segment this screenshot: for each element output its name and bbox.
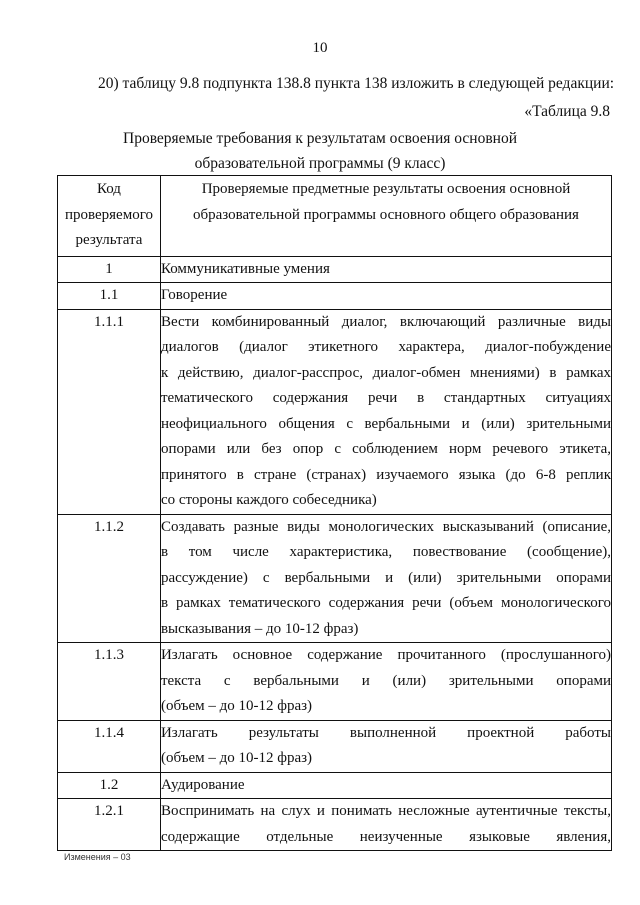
requirements-table-body: [58, 176, 612, 851]
result-text-line: рассуждение) с вербальными и (или) зрительными опорами: [160, 569, 611, 586]
result-code-cell: 1.2.1: [58, 799, 161, 851]
result-text-line: Говорение: [160, 287, 228, 303]
header-code-line: Код: [96, 181, 121, 197]
result-content-cell: [160, 283, 611, 310]
result-text-line: в том числе характеристика, повествование (сообщение),: [160, 544, 611, 560]
table-row: [58, 720, 612, 772]
result-code-cell: 1: [58, 256, 161, 283]
table-title: [0, 126, 640, 176]
result-content-cell: [160, 720, 611, 772]
result-text-line: Излагать основное содержание прочитанного (прослушанного): [160, 647, 611, 663]
header-code-cell: [58, 176, 161, 257]
amendment-intro-text: 20) таблицу 9.8 подпункта 138.8 пункта 138 изложить в следующей редакции:: [98, 75, 615, 92]
header-content-cell: [160, 176, 611, 257]
result-text-line: тематического содержания речи в стандартных ситуациях: [160, 390, 611, 406]
table-row: [58, 514, 612, 643]
result-text-line: к действию, диалог-расспрос, диалог-обмен мнениями) в рамках: [160, 364, 611, 381]
result-text-line: диалогов (диалог этикетного характера, диалог-побуждение: [160, 339, 611, 355]
result-content-cell: [160, 799, 611, 851]
result-text-line: Аудирование: [160, 776, 245, 793]
result-code-cell: 1.1.2: [58, 514, 161, 643]
table-title-line: образовательной программы (9 класс): [194, 155, 446, 172]
result-code-cell: 1.1.4: [58, 720, 161, 772]
result-text-line: содержащие отдельные неизученные языковые явления,: [160, 828, 611, 845]
table-row: [58, 283, 612, 310]
page-number: 10: [312, 40, 328, 56]
result-text-line: Вести комбинированный диалог, включающий различные виды: [160, 313, 611, 330]
header-content-line: Проверяемые предметные результаты освоения основной: [201, 181, 571, 197]
result-text-line: (объем – до 10-12 фраз): [160, 698, 313, 714]
result-content-cell: [160, 772, 611, 799]
result-text-line: высказывания – до 10-12 фраз): [160, 620, 359, 637]
footer-revision-note: Изменения – 03: [64, 852, 131, 862]
result-text-line: в рамках тематического содержания речи (объем монологического: [160, 595, 611, 611]
result-content-cell: [160, 256, 611, 283]
result-text-line: неофициального общения с вербальными и (или) зрительными: [160, 415, 611, 432]
table-row: [58, 256, 612, 283]
header-code-line: проверяемого: [64, 206, 153, 223]
result-text-line: опорами или без опор с соблюдением норм речевого этикета,: [160, 441, 611, 457]
table-row: [58, 772, 612, 799]
result-text-line: Воспринимать на слух и понимать несложные аутентичные тексты,: [160, 803, 611, 819]
result-text-line: (объем – до 10-12 фраз): [160, 750, 313, 766]
result-code-cell: 1.1.1: [58, 309, 161, 514]
table-row: [58, 799, 612, 851]
result-content-cell: [160, 309, 611, 514]
result-text-line: Излагать результаты выполненной проектной работы: [160, 724, 611, 741]
header-content-line: образовательной программы основного общего образования: [192, 206, 579, 223]
result-content-cell: [160, 514, 611, 643]
table-label: «Таблица 9.8: [524, 103, 610, 120]
result-code-cell: 1.2: [58, 772, 161, 799]
table-row: [58, 643, 612, 721]
result-code-cell: 1.1: [58, 283, 161, 310]
table-title-line: Проверяемые требования к результатам освоения основной: [123, 130, 517, 147]
result-content-cell: [160, 643, 611, 721]
result-text-line: принятого в стране (странах) изучаемого языка (до 6-8 реплик: [160, 466, 611, 483]
requirements-table: [57, 175, 612, 851]
result-text-line: Создавать разные виды монологических высказываний (описание,: [160, 518, 611, 535]
result-text-line: со стороны каждого собеседника): [160, 492, 377, 508]
table-header-row: [58, 176, 612, 257]
result-code-cell: 1.1.3: [58, 643, 161, 721]
result-text-line: Коммуникативные умения: [160, 260, 330, 277]
result-text-line: текста с вербальными и (или) зрительными опорами: [160, 672, 611, 689]
table-row: [58, 309, 612, 514]
header-code-line: результата: [75, 232, 143, 248]
